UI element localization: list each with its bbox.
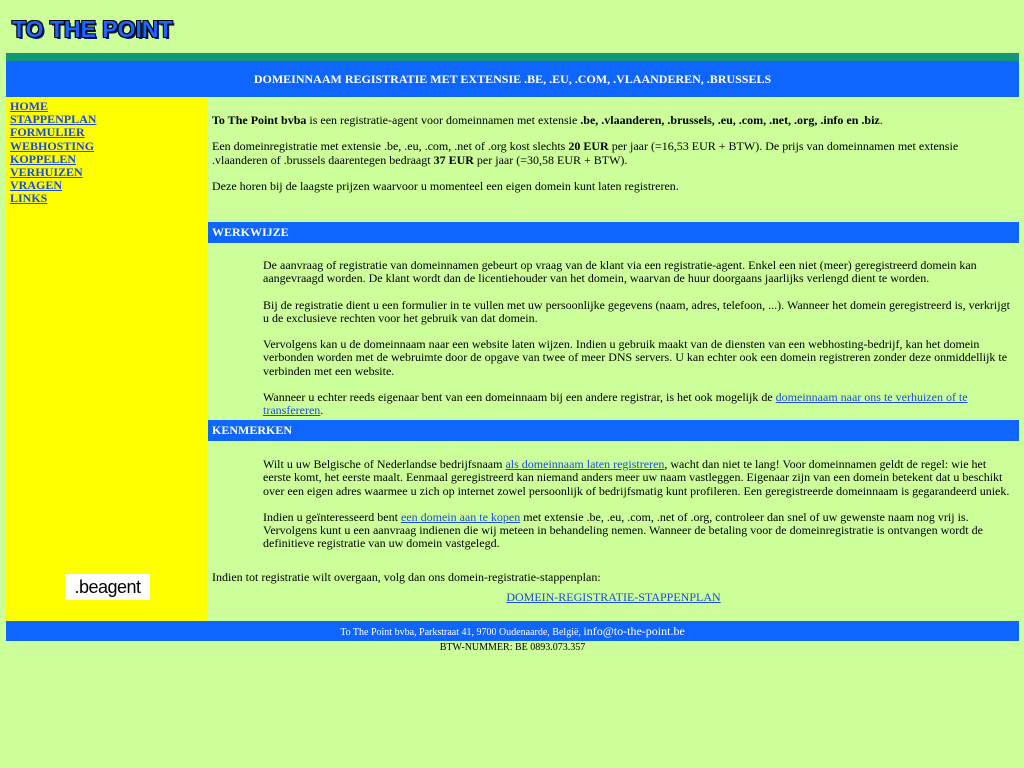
page-header [6, 61, 1019, 97]
kenmerken-paragraph-1 [263, 458, 1015, 498]
beagent-badge[interactable] [65, 574, 150, 600]
page-title: DOMEINNAAM REGISTRATIE MET EXTENSIE .BE, .EU, .COM, .VLAANDEREN, .BRUSSELS [253, 71, 772, 86]
intro-paragraph-1 [212, 114, 1012, 127]
buy-domain-link[interactable]: een domein aan te kopen [400, 509, 521, 524]
nav-link-formulier[interactable]: FORMULIER [10, 125, 85, 140]
werkwijze-paragraph-2: Bij de registratie dient u een formulier in te vullen met uw persoonlijke gegevens (naam, adres, telefoon, ...). Wanneer het domein geregistreerd is, verkrijgt u de exclusieve rechten voor het gebruik van dat domein. [263, 297, 1010, 325]
main-content [208, 97, 1019, 621]
stappenplan-link[interactable]: DOMEIN-REGISTRATIE-STAPPENPLAN [506, 590, 721, 604]
price-text-2: per jaar (=16,53 EUR + BTW). De prijs van domeinnamen met extensie .vlaanderen of .brussels daarentegen bedraagt [212, 139, 959, 167]
kenmerken-text: Wilt u uw Belgische of Nederlandse bedrijfsnaam [263, 457, 506, 471]
section-header-kenmerken: KENMERKEN [208, 420, 1019, 441]
closing-text: Indien tot registratie wilt overgaan, volg dan ons domein-registratie-stappenplan: [212, 570, 601, 584]
footer-email[interactable]: info@to-the-point.be [583, 624, 685, 638]
site-logo[interactable]: TO THE POINT [12, 16, 173, 42]
nav-link-vragen[interactable]: VRAGEN [10, 178, 63, 193]
werkwijze-text: Wanneer u echter reeds eigenaar bent van een domeinnaam bij een andere registrar, is het ook mogelijk de [263, 390, 776, 405]
price-special: 37 EUR [433, 152, 474, 167]
beagent-prefix: .be [74, 576, 98, 597]
werkwijze-section [263, 259, 1015, 431]
nav-link-webhosting[interactable]: WEBHOSTING [10, 138, 95, 153]
kenmerken-text-4: met extensie .be, .eu, .com, .net of .org, controleer dan snel of uw gewenste naam nog vrij is. Vervolgens kunt u een aanvraag indienen die wij meteen in behandeling nemen. Wanneer de betaling voor de domeinregistratie is ontvangen wordt de definitieve registratie van uw domein vastgelegd. [263, 509, 983, 551]
price-text: Een domeinregistratie met extensie .be, .eu, .com, .net of .org kost slechts [212, 139, 569, 154]
beagent-word: agent [97, 576, 141, 597]
top-stripe [6, 53, 1019, 61]
intro-paragraph-2 [212, 140, 1012, 167]
werkwijze-paragraph-4 [263, 391, 1015, 418]
price-text-3: per jaar (=30,58 EUR + BTW). [473, 152, 628, 167]
price-standard: 20 EUR [568, 139, 609, 154]
nav-item-links[interactable] [10, 192, 208, 205]
nav-link-stappenplan[interactable]: STAPPENPLAN [10, 112, 97, 127]
company-name: To The Point bvba [212, 113, 307, 127]
nav-link-links[interactable]: LINKS [10, 191, 48, 206]
werkwijze-text-end: . [320, 403, 324, 418]
register-domain-link[interactable]: als domeinnaam laten registreren [505, 457, 665, 471]
nav-link-verhuizen[interactable]: VERHUIZEN [10, 165, 83, 180]
kenmerken-text-3: Indien u geïnteresseerd bent [263, 509, 401, 524]
kenmerken-section [263, 458, 1015, 564]
intro-section [212, 114, 1012, 206]
extension-list: .be, .vlaanderen, .brussels, .eu, .com, .net, .org, .info en .biz [580, 113, 880, 127]
section-header-werkwijze: WERKWIJZE [208, 222, 1019, 243]
intro-text: is een registratie-agent voor domeinnamen met extensie [306, 113, 581, 127]
footer [6, 621, 1019, 641]
werkwijze-paragraph-3: Vervolgens kan u de domeinnaam naar een website laten wijzen. Indien u gebruik maakt van de diensten van een webhosting-bedrijf, kan het domein verbonden worden met de webruimte door de opgave van twee of meer DNS servers. U kan echter ook een domein registreren zonder deze onmiddellijk te verbinden met een website. [263, 337, 1008, 378]
btw-number: BTW-NUMMER: BE 0893.073.357 [439, 642, 586, 653]
nav-link-koppelen[interactable]: KOPPELEN [10, 151, 77, 166]
werkwijze-paragraph-1: De aanvraag of registratie van domeinnamen gebeurt op vraag van de klant via een registratie-agent. Enkel een niet (meer) geregistreerd domein kan aangevraagd worden. De klant wordt dan de licentiehouder van het domein, waarvan de huur doorgaans jaarlijks verlengd dient te worden. [263, 258, 977, 286]
kenmerken-text-2: , wacht dan niet te lang! Voor domeinnamen geldt de regel: wie het eerste komt, het eerste maalt. Eenmaal geregistreerd kan niemand anders meer uw naam vastleggen. Eigenaar zijn van een domein betekent dat u beschikt over een eigen adres waarmee u zich op internet zowel persoonlijk of bedrijfsmatig kunt profileren. Een geregistreerde domeinnaam is gegarandeerd uniek. [263, 457, 1010, 498]
transfer-domain-link[interactable]: domeinnaam naar ons te verhuizen of te transfereren [263, 390, 968, 418]
stappenplan-link-wrapper [208, 591, 1019, 604]
footer-address: To The Point bvba, Parkstraat 41, 9700 Oudenaarde, België, [340, 627, 584, 638]
nav-link-home[interactable]: HOME [10, 99, 48, 113]
sidebar [6, 97, 208, 621]
kenmerken-paragraph-2 [263, 511, 1015, 551]
sidebar-nav [6, 97, 208, 206]
intro-text-end: . [879, 113, 883, 127]
intro-paragraph-3: Deze horen bij de laagste prijzen waarvoor u momenteel een eigen domein kunt laten registreren. [212, 178, 679, 193]
